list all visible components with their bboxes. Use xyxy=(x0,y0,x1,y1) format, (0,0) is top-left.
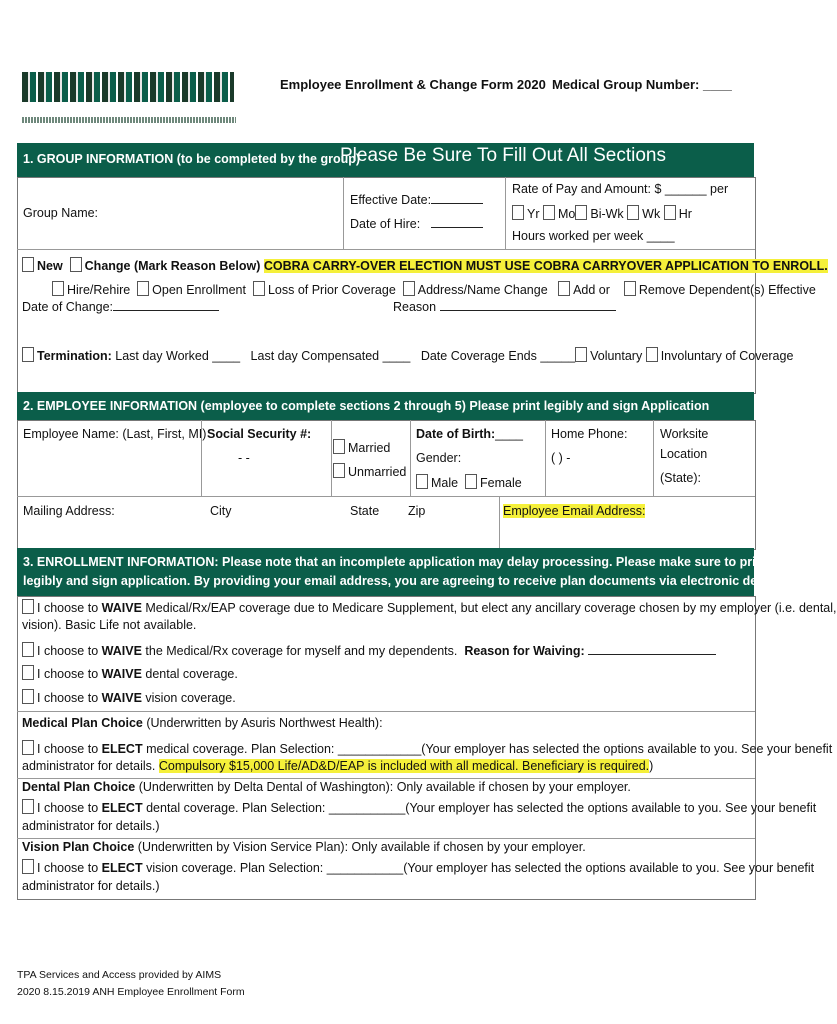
elect-vision-option[interactable]: I choose to ELECT vision coverage. Plan Selection: ___________(Your employer has selected the options available to you. See your benefit xyxy=(22,859,814,875)
section1-header xyxy=(17,143,754,177)
address-change-checkbox[interactable] xyxy=(403,281,415,296)
home-phone-label: Home Phone: xyxy=(551,427,628,441)
medical-group-number: Medical Group Number: ____ xyxy=(552,77,732,92)
hire-rehire-checkbox[interactable] xyxy=(52,281,64,296)
change-reasons-row: Hire/Rehire Open Enrollment Loss of Prior Coverage Address/Name Change Add or Remove Dependent(s) Effective xyxy=(52,281,816,297)
open-enrollment-checkbox[interactable] xyxy=(137,281,149,296)
section1-title: 1. GROUP INFORMATION (to be completed by the group) xyxy=(23,152,361,166)
section3-title-line1: 3. ENROLLMENT INFORMATION: Please note that an incomplete application may delay processing. Please make sure to print xyxy=(23,555,768,569)
zip-label: Zip xyxy=(408,504,426,518)
elect-medical-option[interactable]: I choose to ELECT medical coverage. Plan Selection: ____________(Your employer has selected the options available to you. See your benefit xyxy=(22,740,832,756)
gender-label: Gender: xyxy=(416,451,462,465)
involuntary-checkbox[interactable] xyxy=(646,347,658,362)
medical-plan-heading: Medical Plan Choice (Underwritten by Asuris Northwest Health): xyxy=(22,716,383,730)
unmarried-option[interactable]: Unmarried xyxy=(333,463,406,479)
worksite-label-2: Location xyxy=(660,447,708,461)
company-logo-tagline xyxy=(22,117,236,123)
date-of-change-field[interactable]: Date of Change: xyxy=(22,300,219,314)
reason-field[interactable]: Reason xyxy=(393,300,616,314)
date-of-hire-field[interactable]: Date of Hire: xyxy=(350,217,483,231)
dental-admin-details: administrator for details.) xyxy=(22,819,160,833)
biwk-checkbox[interactable] xyxy=(575,205,587,220)
dob-field[interactable]: Date of Birth:____ xyxy=(416,427,523,441)
form-title: Employee Enrollment & Change Form 2020 xyxy=(280,77,546,92)
new-change-row: New Change (Mark Reason Below) COBRA CARRY-OVER ELECTION MUST USE COBRA CARRYOVER APPLICATION TO ENROLL. xyxy=(22,257,828,273)
waive-dental-checkbox[interactable] xyxy=(22,665,34,680)
group-name-label: Group Name: xyxy=(23,206,99,220)
medical-admin-details: administrator for details. Compulsory $15,000 Life/AD&D/EAP is included with all medical. Beneficiary is required.) xyxy=(22,759,654,773)
change-checkbox[interactable] xyxy=(70,257,82,272)
married-checkbox[interactable] xyxy=(333,439,345,454)
pay-period-options: Yr Mo Bi-Wk Wk Hr xyxy=(512,205,692,221)
elect-medical-checkbox[interactable] xyxy=(22,740,34,755)
wk-checkbox[interactable] xyxy=(627,205,639,220)
waive-medicare-option[interactable]: I choose to WAIVE Medical/Rx/EAP coverage due to Medicare Supplement, but elect any ancillary coverage chosen by my employer (i.e. dental, xyxy=(22,599,837,615)
worksite-label-3: (State): xyxy=(660,471,701,485)
section2-header xyxy=(17,392,754,420)
worksite-label-1: Worksite xyxy=(660,427,709,441)
mailing-address-label: Mailing Address: xyxy=(23,504,115,518)
ssn-field[interactable]: - - xyxy=(238,451,250,465)
employee-name-label: Employee Name: (Last, First, MI) xyxy=(23,427,207,441)
home-phone-field[interactable]: ( ) - xyxy=(551,451,571,465)
mo-checkbox[interactable] xyxy=(543,205,555,220)
dental-plan-heading: Dental Plan Choice (Underwritten by Delta Dental of Washington): Only available if chosen by your employer. xyxy=(22,780,631,794)
section3-header xyxy=(17,548,793,596)
hr-checkbox[interactable] xyxy=(664,205,676,220)
section1-banner: Please Be Sure To Fill Out All Sections xyxy=(340,145,666,166)
ssn-label: Social Security #: xyxy=(207,427,312,441)
married-option[interactable]: Married xyxy=(333,439,390,455)
female-checkbox[interactable] xyxy=(465,474,477,489)
unmarried-checkbox[interactable] xyxy=(333,463,345,478)
loss-coverage-checkbox[interactable] xyxy=(253,281,265,296)
compulsory-life-notice: Compulsory $15,000 Life/AD&D/EAP is included with all medical. Beneficiary is required. xyxy=(158,759,650,773)
waive-dental-option[interactable]: I choose to WAIVE dental coverage. xyxy=(22,665,238,681)
waive-all-option[interactable]: I choose to WAIVE the Medical/Rx coverage for myself and my dependents. Reason for Waiving: xyxy=(22,642,716,658)
state-label: State xyxy=(350,504,380,518)
waive-medicare-line2: vision). Basic Life not available. xyxy=(22,618,197,632)
email-label: Employee Email Address: xyxy=(503,504,646,518)
male-checkbox[interactable] xyxy=(416,474,428,489)
section2-title: 2. EMPLOYEE INFORMATION (employee to complete sections 2 through 5) Please print legibly and sign Application xyxy=(23,399,710,413)
termination-row: Termination: Last day Worked ____ Last day Compensated ____ Date Coverage Ends _____ Voluntary Involuntary of Coverage xyxy=(22,347,793,363)
yr-checkbox[interactable] xyxy=(512,205,524,220)
elect-dental-option[interactable]: I choose to ELECT dental coverage. Plan Selection: ___________(Your employer has selected the options available to you. See your benefit xyxy=(22,799,816,815)
section3-title-line2: legibly and sign application. By providing your email address, you are agreeing to receive plan documents via electronic delivery. xyxy=(23,574,793,588)
rate-of-pay-field[interactable]: Rate of Pay and Amount: $ ______ per xyxy=(512,182,729,196)
footer-form-id: 2020 8.15.2019 ANH Employee Enrollment Form xyxy=(17,986,245,998)
remove-dependent-checkbox[interactable] xyxy=(624,281,636,296)
hours-worked-field[interactable]: Hours worked per week ____ xyxy=(512,229,675,243)
vision-plan-heading: Vision Plan Choice (Underwritten by Vision Service Plan): Only available if chosen by your employer. xyxy=(22,840,586,854)
waive-vision-checkbox[interactable] xyxy=(22,689,34,704)
elect-vision-checkbox[interactable] xyxy=(22,859,34,874)
waive-medicare-checkbox[interactable] xyxy=(22,599,34,614)
voluntary-checkbox[interactable] xyxy=(575,347,587,362)
termination-checkbox[interactable] xyxy=(22,347,34,362)
elect-dental-checkbox[interactable] xyxy=(22,799,34,814)
footer-tpa: TPA Services and Access provided by AIMS xyxy=(17,969,222,981)
effective-date-field[interactable]: Effective Date: xyxy=(350,193,483,207)
city-label: City xyxy=(210,504,232,518)
waive-all-checkbox[interactable] xyxy=(22,642,34,657)
waive-vision-option[interactable]: I choose to WAIVE vision coverage. xyxy=(22,689,236,705)
gender-options: Male Female xyxy=(416,474,522,490)
cobra-notice: COBRA CARRY-OVER ELECTION MUST USE COBRA CARRYOVER APPLICATION TO ENROLL. xyxy=(263,259,828,273)
company-logo xyxy=(22,72,234,102)
vision-admin-details: administrator for details.) xyxy=(22,879,160,893)
new-checkbox[interactable] xyxy=(22,257,34,272)
add-dependent-checkbox[interactable] xyxy=(558,281,570,296)
